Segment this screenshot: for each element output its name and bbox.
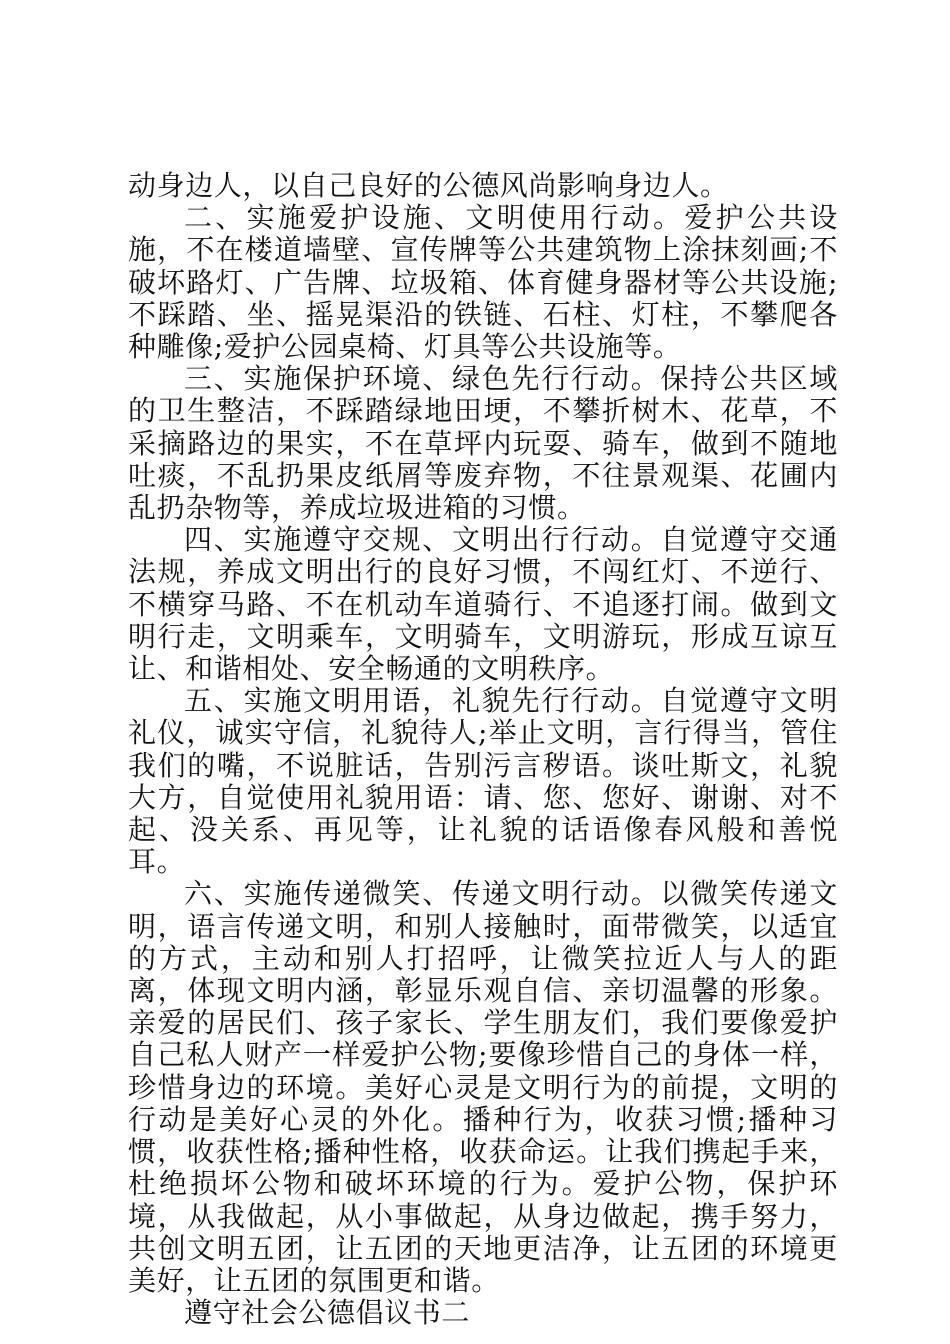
paragraph-item-6: 六、实施传递微笑、传递文明行动。以微笑传递文明，语言传递文明，和别人接触时，面带微笑，以适宜的方式，主动和别人打招呼，让微笑拉近人与人的距离，体现文明内涵，彰显乐观自信、亲切温馨的形象。亲爱的居民们、孩子家长、学生朋友们，我们要像爱护自己私人财产一样爱护公物;要像珍惜自己的身体一样，珍惜身边的环境。美好心灵是文明行为的前提，文明的行动是美好心灵的外化。播种行为，收获习惯;播种习惯，收获性格;播种性格，收获命运。让我们携起手来，杜绝损坏公物和破坏环境的行为。爱护公物，保护环境，从我做起，从小事做起，从身边做起，携手努力，共创文明五团，让五团的天地更洁净，让五团的环境更美好，让五团的氛围更和谐。 (128, 877, 838, 1297)
paragraph-continuation: 动身边人，以自己良好的公德风尚影响身边人。 (128, 169, 729, 202)
paragraph-item-5: 五、实施文明用语，礼貌先行行动。自觉遵守文明礼仪，诚实守信，礼貌待人;举止文明，言行得当，管住我们的嘴，不说脏话，告别污言秽语。谈吐斯文，礼貌大方，自觉使用礼貌用语：请、您、您好、谢谢、对不起、没关系、再见等，让礼貌的话语像春风般和善悦耳。 (128, 684, 838, 879)
paragraph-item-3: 三、实施保护环境、绿色先行行动。保持公共区域的卫生整洁，不踩踏绿地田埂，不攀折树木、花草，不采摘路边的果实，不在草坪内玩耍、骑车，做到不随地吐痰，不乱扔果皮纸屑等废弃物，不往景观渠、花圃内乱扔杂物等，养成垃圾进箱的习惯。 (128, 362, 838, 525)
paragraph-item-4: 四、实施遵守交规、文明出行行动。自觉遵守交通法规，养成文明出行的良好习惯，不闯红灯、不逆行、不横穿马路、不在机动车道骑行、不追逐打闹。做到文明行走，文明乘车，文明骑车，文明游玩，形成互谅互让、和谐相处、安全畅通的文明秩序。 (128, 523, 838, 686)
section-heading: 遵守社会公德倡议书二 (184, 1296, 471, 1330)
document-body (128, 170, 838, 1329)
paragraph-item-2: 二、实施爱护设施、文明使用行动。爱护公共设施，不在楼道墙壁、宣传牌等公共建筑物上涂抹刻画;不破坏路灯、广告牌、垃圾箱、体育健身器材等公共设施;不踩踏、坐、摇晃渠沿的铁链、石柱、灯柱，不攀爬各种雕像;爱护公园桌椅、灯具等公共设施等。 (128, 201, 838, 364)
